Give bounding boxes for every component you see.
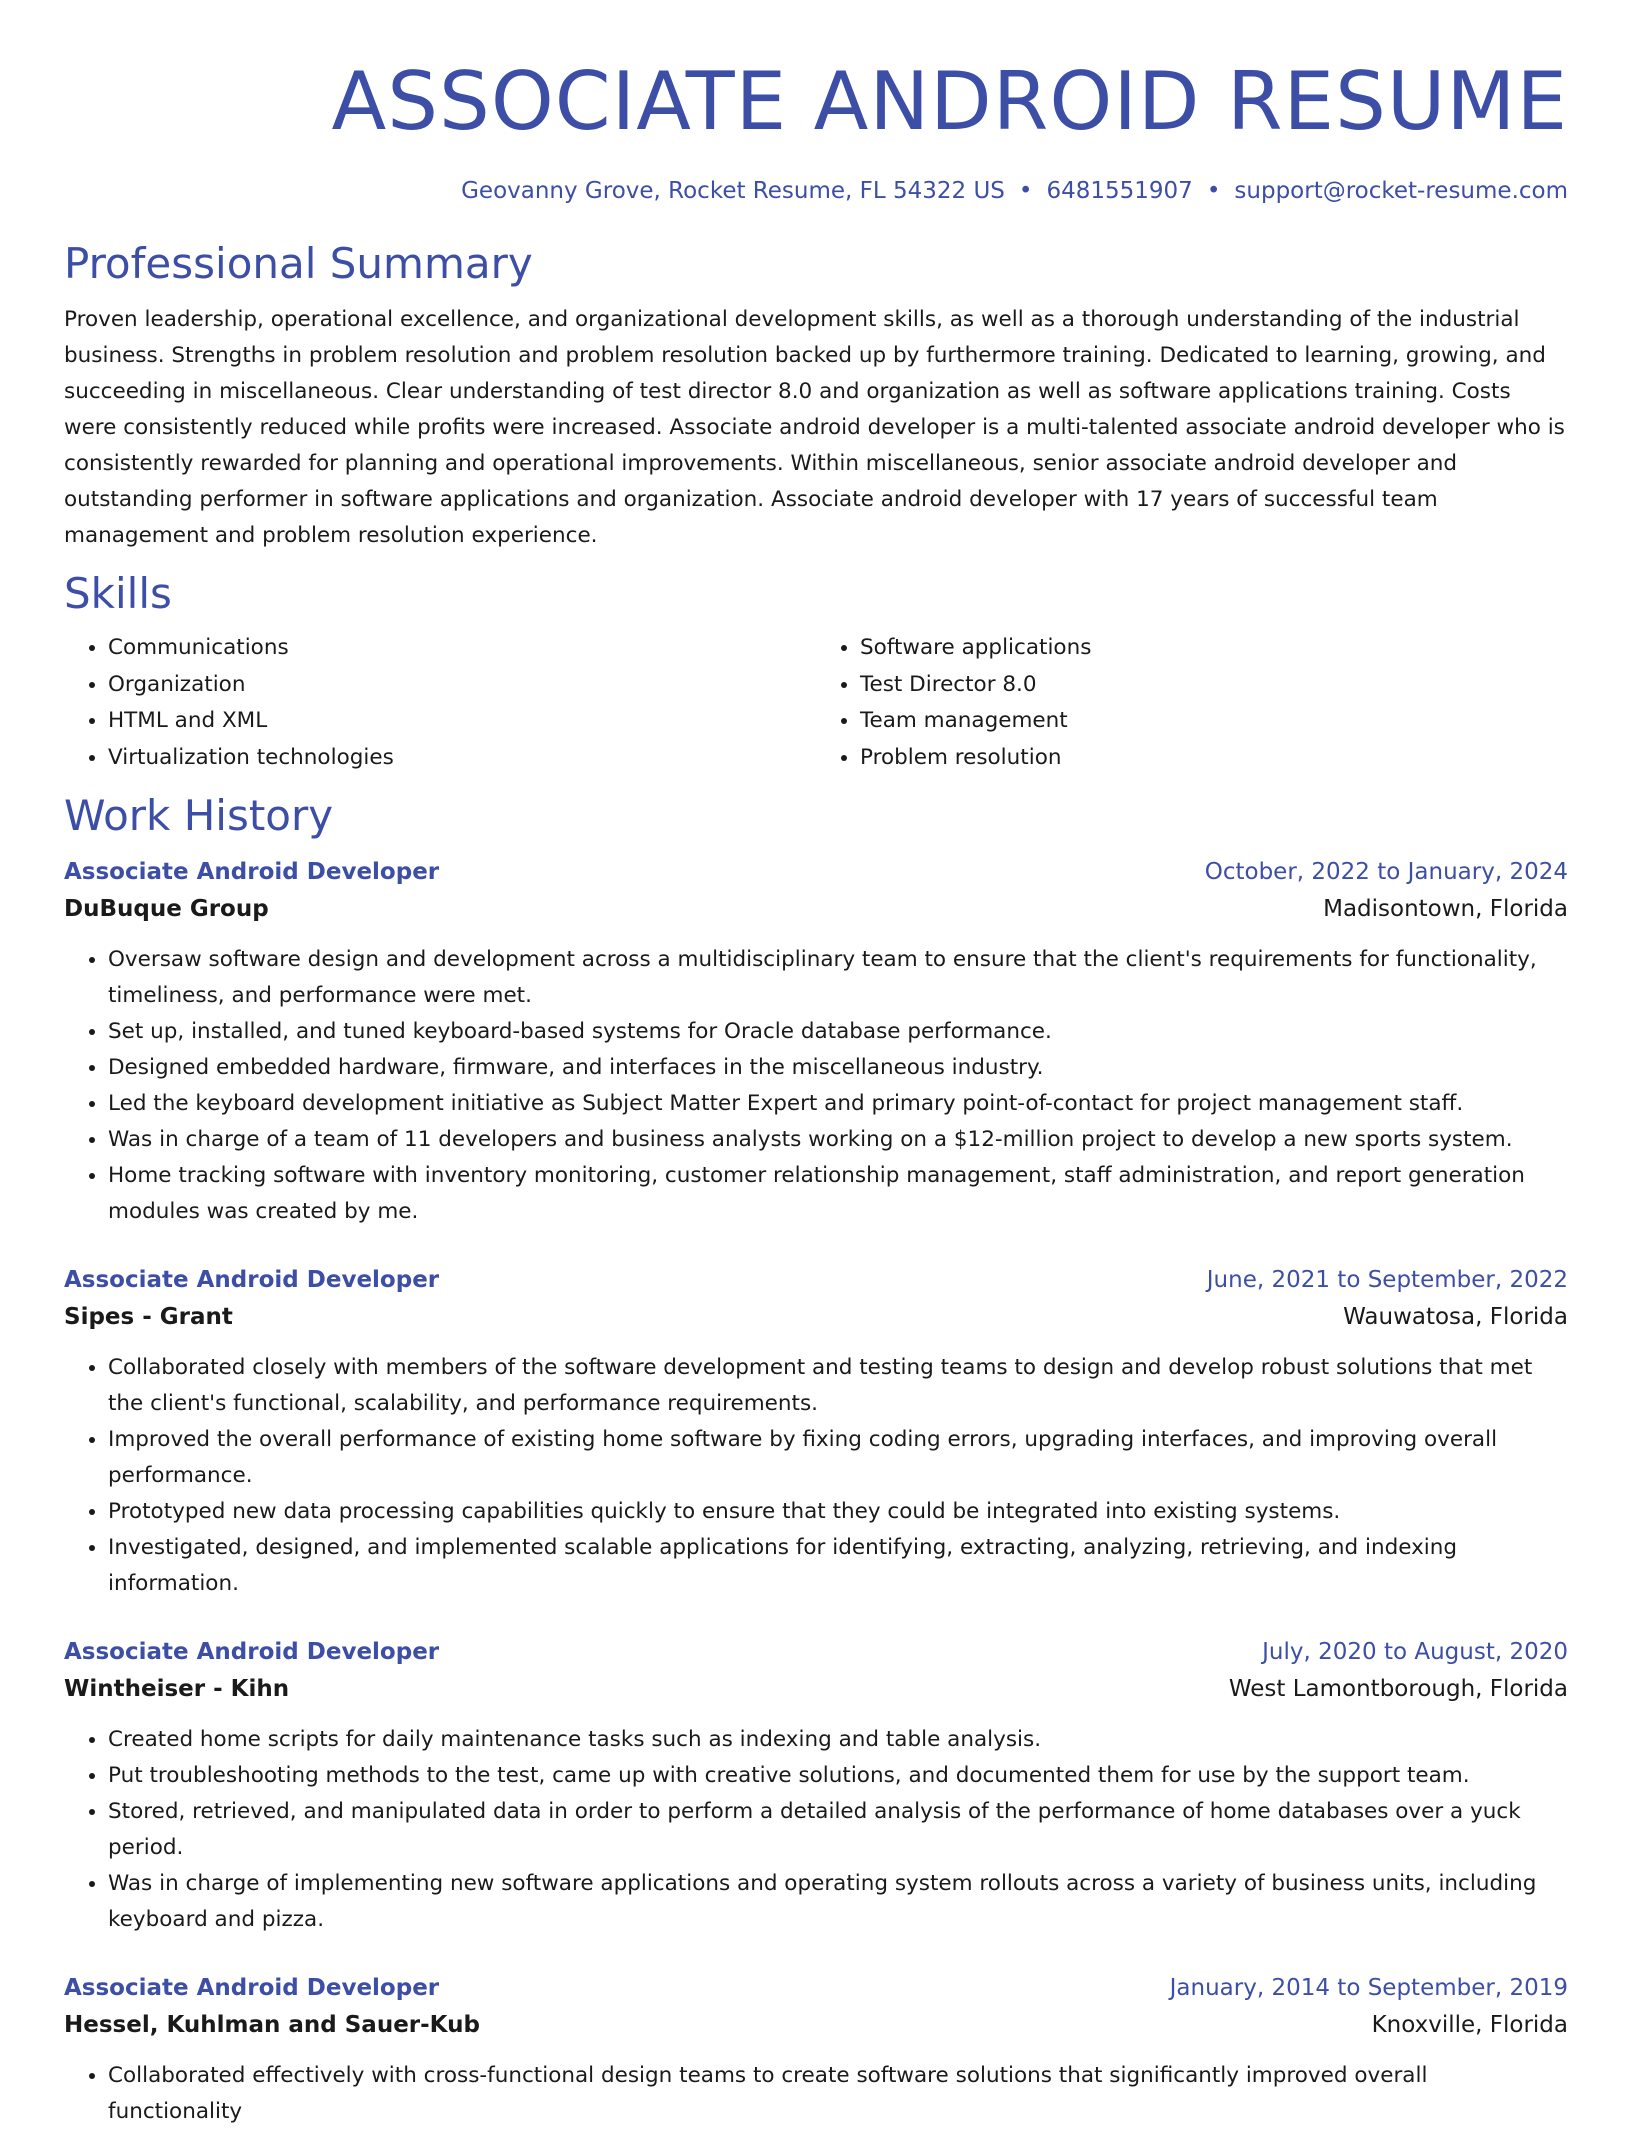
contact-line: [64, 176, 1568, 206]
job-bullet: • Prototyped new data processing capabilities quickly to ensure that they could be integrated into existing systems.: [108, 1494, 1568, 1530]
skill-item: • Problem resolution: [860, 740, 1568, 777]
resume-header: [64, 54, 1568, 206]
job-role: Associate Android Developer: [64, 859, 440, 885]
job-bullet: • Designed embedded hardware, firmware, and interfaces in the miscellaneous industry.: [108, 1050, 1568, 1086]
job-subheader: [64, 890, 1568, 928]
skill-item: • Virtualization technologies: [108, 740, 816, 777]
contact-separator: •: [1018, 178, 1033, 204]
job-location: Knoxville, Florida: [1371, 2012, 1568, 2038]
job-bullet: • Investigated, designed, and implemented scalable applications for identifying, extracting, analyzing, retrieving, and indexing information.: [108, 1530, 1568, 1602]
skill-item: • Software applications: [860, 630, 1568, 667]
job-company: Sipes - Grant: [64, 1304, 233, 1330]
skills-heading: Skills: [64, 569, 172, 618]
skills-left-list: [64, 630, 816, 776]
job-entry: [64, 1634, 1568, 1938]
job-bullets: [64, 1350, 1568, 1602]
skill-item: • Organization: [108, 667, 816, 704]
work-history-section: [64, 790, 1568, 2130]
skill-item: • Team management: [860, 703, 1568, 740]
job-location: West Lamontborough, Florida: [1228, 1676, 1568, 1702]
job-entry: [64, 854, 1568, 1230]
job-company: Wintheiser - Kihn: [64, 1676, 290, 1702]
job-subheader: [64, 2006, 1568, 2044]
job-bullets: [64, 2058, 1568, 2130]
skills-section: [64, 568, 1568, 776]
job-role: Associate Android Developer: [64, 1639, 440, 1665]
job-dates: June, 2021 to September, 2022: [1206, 1267, 1568, 1293]
job-header: [64, 1970, 1568, 2006]
job-bullet: • Was in charge of implementing new software applications and operating system rollouts across a variety of business units, including keyboard and pizza.: [108, 1866, 1568, 1938]
contact-address: Geovanny Grove, Rocket Resume, FL 54322 US: [461, 178, 1005, 204]
job-subheader: [64, 1670, 1568, 1708]
job-bullet: • Collaborated closely with members of the software development and testing teams to design and develop robust solutions that met the client's functional, scalability, and performance requirements.: [108, 1350, 1568, 1422]
job-dates: July, 2020 to August, 2020: [1262, 1639, 1568, 1665]
job-header: [64, 854, 1568, 890]
job-bullet: • Home tracking software with inventory monitoring, customer relationship management, staff administration, and report generation modules was created by me.: [108, 1158, 1568, 1230]
job-bullet: • Set up, installed, and tuned keyboard-based systems for Oracle database performance.: [108, 1014, 1568, 1050]
contact-phone: 6481551907: [1046, 178, 1193, 204]
job-bullet: • Led the keyboard development initiative as Subject Matter Expert and primary point-of-contact for project management staff.: [108, 1086, 1568, 1122]
job-bullets: [64, 942, 1568, 1230]
skill-item: • Communications: [108, 630, 816, 667]
job-bullets: [64, 1722, 1568, 1938]
job-location: Wauwatosa, Florida: [1343, 1304, 1568, 1330]
job-company: DuBuque Group: [64, 896, 269, 922]
skill-item: • HTML and XML: [108, 703, 816, 740]
skills-columns: [64, 630, 1568, 776]
job-dates: October, 2022 to January, 2024: [1204, 859, 1568, 885]
job-bullet: • Oversaw software design and development across a multidisciplinary team to ensure that the client's requirements for functionality, timeliness, and performance were met.: [108, 942, 1568, 1014]
job-bullet: • Stored, retrieved, and manipulated data in order to perform a detailed analysis of the performance of home databases over a yuck period.: [108, 1794, 1568, 1866]
job-dates: January, 2014 to September, 2019: [1169, 1975, 1568, 2001]
job-company: Hessel, Kuhlman and Sauer-Kub: [64, 2012, 480, 2038]
job-header: [64, 1262, 1568, 1298]
resume-title: ASSOCIATE ANDROID RESUME: [331, 55, 1568, 148]
job-entry: [64, 1970, 1568, 2130]
job-entry: [64, 1262, 1568, 1602]
job-bullet: • Improved the overall performance of existing home software by fixing coding errors, upgrading interfaces, and improving overall performance.: [108, 1422, 1568, 1494]
summary-heading: Professional Summary: [64, 239, 533, 288]
summary-section: [64, 238, 1568, 554]
job-bullet: • Collaborated effectively with cross-functional design teams to create software solutions that significantly improved overall functionality: [108, 2058, 1568, 2130]
job-bullet: • Put troubleshooting methods to the test, came up with creative solutions, and documented them for use by the support team.: [108, 1758, 1568, 1794]
job-subheader: [64, 1298, 1568, 1336]
skill-item: • Test Director 8.0: [860, 667, 1568, 704]
skills-right-list: [816, 630, 1568, 776]
job-role: Associate Android Developer: [64, 1267, 440, 1293]
job-bullet: • Created home scripts for daily maintenance tasks such as indexing and table analysis.: [108, 1722, 1568, 1758]
job-role: Associate Android Developer: [64, 1975, 440, 2001]
job-bullet: • Was in charge of a team of 11 developers and business analysts working on a $12-million project to develop a new sports system.: [108, 1122, 1568, 1158]
work-history-heading: Work History: [64, 791, 334, 840]
job-header: [64, 1634, 1568, 1670]
summary-text: Proven leadership, operational excellence, and organizational development skills, as well as a thorough understanding of the industrial business. Strengths in problem resolution and problem resolution backed up by furthermore training. Dedicated to learning, growing, and succeeding in miscellaneous. Clear understanding of test director 8.0 and organization as well as software applications training. Costs were consistently reduced while profits were increased. Associate android developer is a multi-talented associate android developer who is consistently rewarded for planning and operational improvements. Within miscellaneous, senior associate android developer and outstanding performer in software applications and organization. Associate android developer with 17 years of successful team management and problem resolution experience.: [64, 307, 1565, 548]
contact-email[interactable]: support@rocket-resume.com: [1234, 178, 1568, 204]
contact-separator: •: [1206, 178, 1221, 204]
job-location: Madisontown, Florida: [1323, 896, 1568, 922]
